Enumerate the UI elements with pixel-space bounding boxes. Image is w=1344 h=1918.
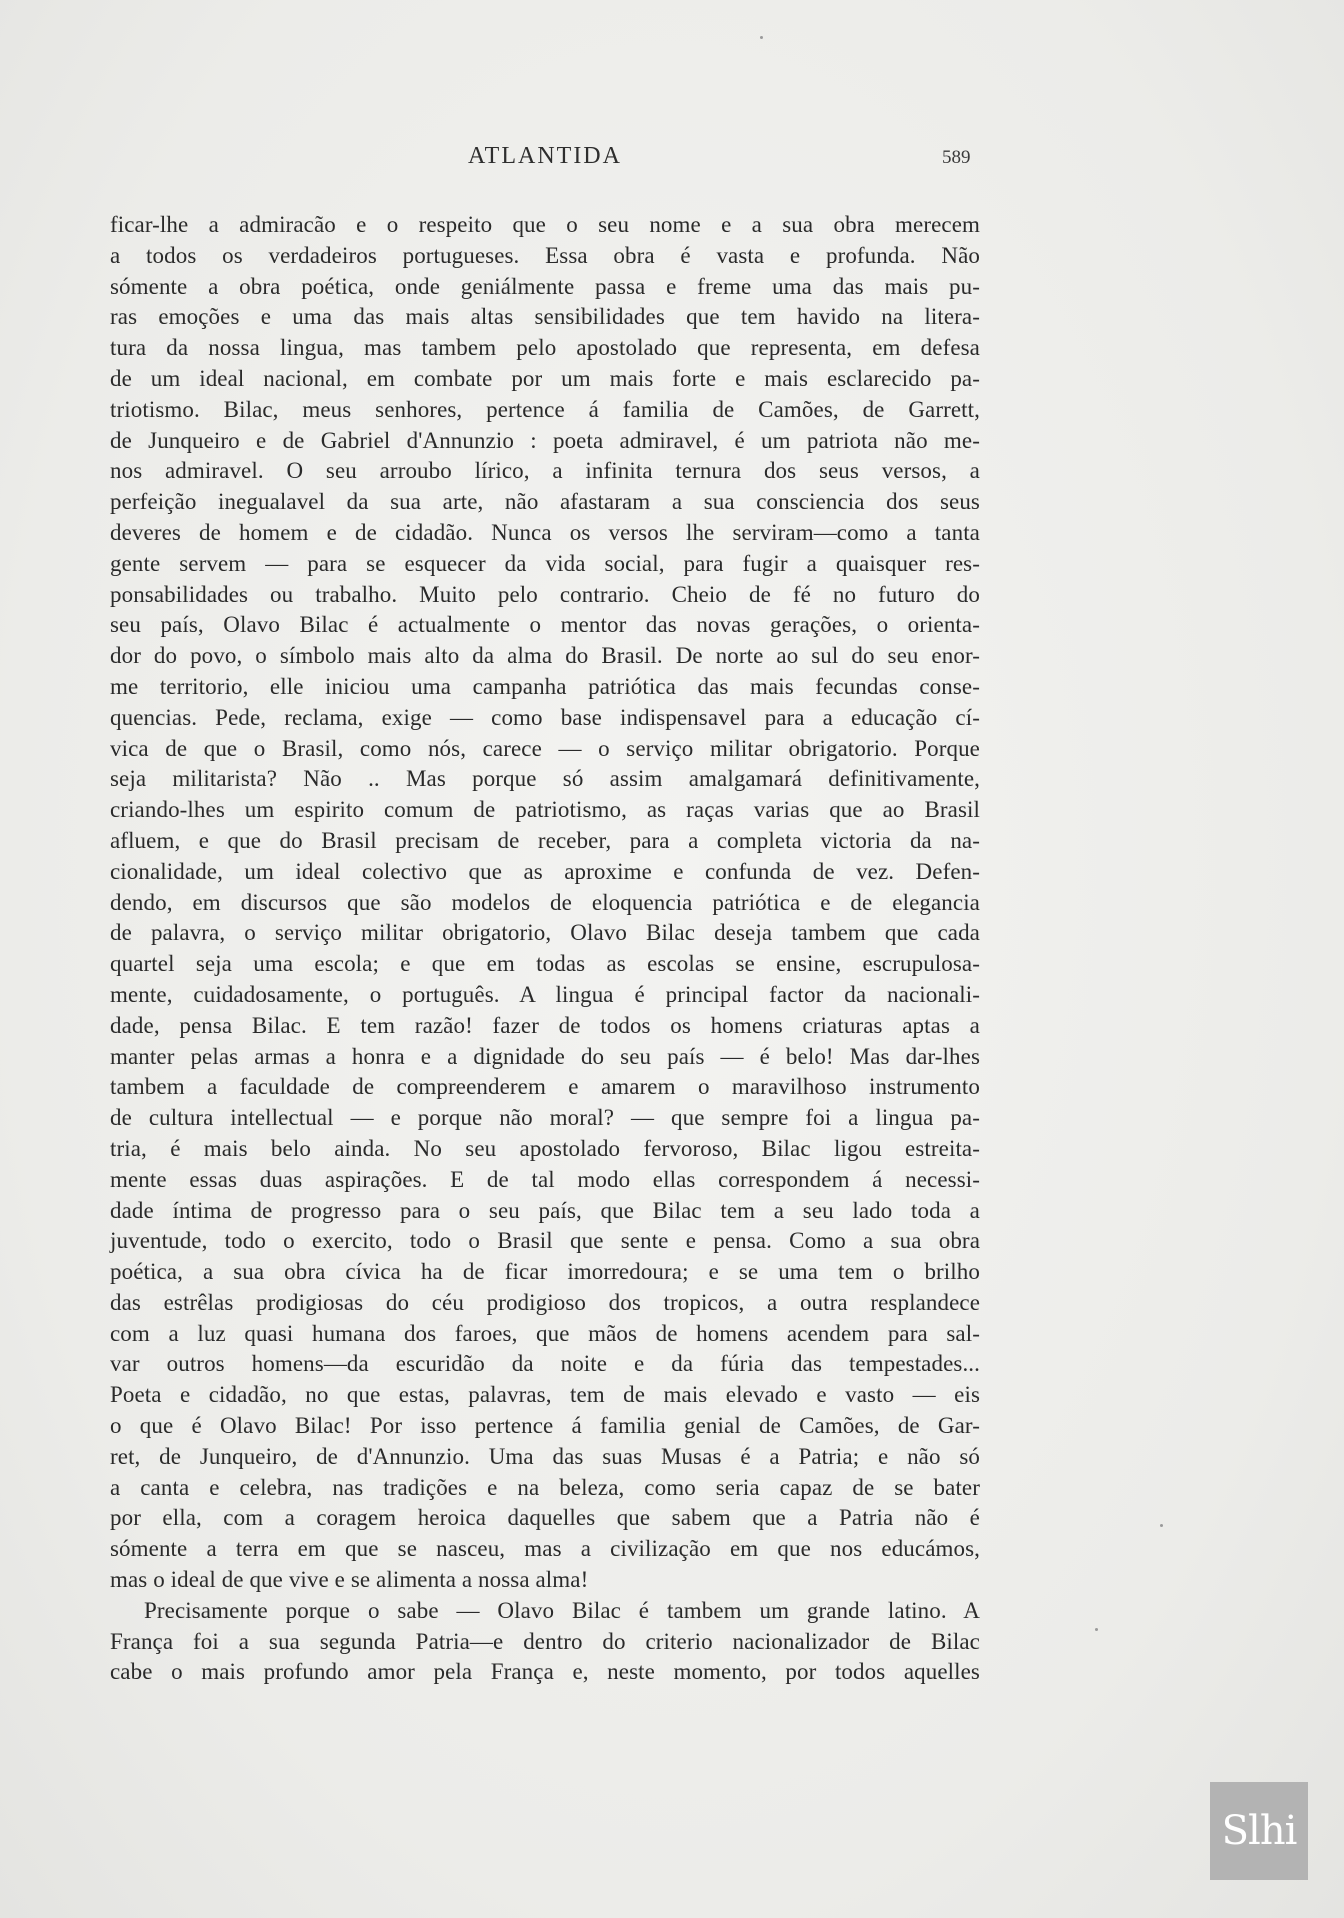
text-line: cionalidade, um ideal colectivo que as aproxime e confunda de vez. Defen- bbox=[110, 858, 980, 884]
text-line: a canta e celebra, nas tradições e na beleza, como seria capaz de se bater bbox=[110, 1474, 980, 1500]
text-line: de Junqueiro e de Gabriel d'Annunzio : poeta admiravel, é um patriota não me- bbox=[110, 427, 980, 453]
archive-watermark-logo: Slhi bbox=[1210, 1782, 1308, 1880]
text-line: manter pelas armas a honra e a dignidade do seu país — é belo! Mas dar-lhes bbox=[110, 1043, 980, 1069]
running-head: ATLANTIDA bbox=[468, 143, 622, 169]
text-line: Poeta e cidadão, no que estas, palavras, tem de mais elevado e vasto — eis bbox=[110, 1382, 980, 1408]
paper-speck bbox=[760, 36, 763, 39]
text-line: gente servem — para se esquecer da vida social, para fugir a quaisquer res- bbox=[110, 550, 980, 576]
text-line: quartel seja uma escola; e que em todas as escolas se ensine, escrupulosa- bbox=[110, 951, 980, 977]
text-line: mente essas duas aspirações. E de tal modo ellas correspondem á necessi- bbox=[110, 1166, 980, 1192]
text-line: mas o ideal de que vive e se alimenta a nossa alma! bbox=[110, 1567, 589, 1593]
text-line: criando-lhes um espirito comum de patriotismo, as raças varias que ao Brasil bbox=[110, 797, 980, 823]
text-line: ponsabilidades ou trabalho. Muito pelo contrario. Cheio de fé no futuro do bbox=[110, 581, 980, 607]
text-line: dendo, em discursos que são modelos de eloquencia patriótica e de elegancia bbox=[110, 889, 980, 915]
text-line: poética, a sua obra cívica ha de ficar imorredoura; e se uma tem o brilho bbox=[110, 1259, 980, 1285]
paragraph-2 bbox=[110, 1596, 980, 1688]
text-line: por ella, com a coragem heroica daquelles que sabem que a Patria não é bbox=[110, 1505, 980, 1531]
text-line: sómente a terra em que se nasceu, mas a civilização em que nos educámos, bbox=[110, 1536, 980, 1562]
text-line: de cultura intellectual — e porque não moral? — que sempre foi a lingua pa- bbox=[110, 1105, 980, 1131]
text-line: Precisamente porque o sabe — Olavo Bilac é tambem um grande latino. A bbox=[144, 1597, 980, 1623]
text-line: triotismo. Bilac, meus senhores, pertence á familia de Camões, de Garrett, bbox=[110, 396, 980, 422]
text-line: mente, cuidadosamente, o português. A lingua é principal factor da nacionali- bbox=[110, 981, 980, 1007]
text-line: sómente a obra poética, onde geniálmente passa e freme uma das mais pu- bbox=[110, 273, 980, 299]
paper-speck bbox=[1095, 1628, 1098, 1631]
page-number: 589 bbox=[942, 147, 971, 168]
text-line: tria, é mais belo ainda. No seu apostolado fervoroso, Bilac ligou estreita- bbox=[110, 1135, 980, 1161]
page-header bbox=[0, 143, 1344, 177]
text-line: cabe o mais profundo amor pela França e, neste momento, por todos aquelles bbox=[110, 1659, 980, 1685]
text-line: ret, de Junqueiro, de d'Annunzio. Uma das suas Musas é a Patria; e não só bbox=[110, 1443, 980, 1469]
text-line: afluem, e que do Brasil precisam de receber, para a completa victoria da na- bbox=[110, 827, 980, 853]
text-line: vica de que o Brasil, como nós, carece — o serviço militar obrigatorio. Porque bbox=[110, 735, 980, 761]
text-line: dor do povo, o símbolo mais alto da alma do Brasil. De norte ao sul do seu enor- bbox=[110, 643, 980, 669]
text-line: nos admiravel. O seu arroubo lírico, a infinita ternura dos seus versos, a bbox=[110, 458, 980, 484]
text-line: de um ideal nacional, em combate por um mais forte e mais esclarecido pa- bbox=[110, 365, 980, 391]
text-line: me territorio, elle iniciou uma campanha patriótica das mais fecundas conse- bbox=[110, 673, 980, 699]
text-line: seja militarista? Não .. Mas porque só assim amalgamará definitivamente, bbox=[110, 766, 980, 792]
text-line: França foi a sua segunda Patria—e dentro do criterio nacionalizador de Bilac bbox=[110, 1628, 980, 1654]
text-line: dade íntima de progresso para o seu país, que Bilac tem a seu lado toda a bbox=[110, 1197, 980, 1223]
text-line: tambem a faculdade de compreenderem e amarem o maravilhoso instrumento bbox=[110, 1074, 980, 1100]
text-line: tura da nossa lingua, mas tambem pelo apostolado que representa, em defesa bbox=[110, 335, 980, 361]
text-line: a todos os verdadeiros portugueses. Essa obra é vasta e profunda. Não bbox=[110, 242, 980, 268]
text-line: perfeição inegualavel da sua arte, não afastaram a sua consciencia dos seus bbox=[110, 489, 980, 515]
paper-speck bbox=[1160, 1524, 1163, 1527]
text-line: juventude, todo o exercito, todo o Brasil que sente e pensa. Como a sua obra bbox=[110, 1228, 980, 1254]
text-line: deveres de homem e de cidadão. Nunca os versos lhe serviram—como a tanta bbox=[110, 519, 980, 545]
text-line: das estrêlas prodigiosas do céu prodigioso dos tropicos, a outra resplandece bbox=[110, 1289, 980, 1315]
text-line: quencias. Pede, reclama, exige — como base indispensavel para a educação cí- bbox=[110, 704, 980, 730]
text-line: dade, pensa Bilac. E tem razão! fazer de todos os homens criaturas aptas a bbox=[110, 1012, 980, 1038]
text-line: o que é Olavo Bilac! Por isso pertence á familia genial de Camões, de Gar- bbox=[110, 1413, 980, 1439]
text-line: var outros homens—da escuridão da noite e da fúria das tempestades... bbox=[110, 1351, 980, 1377]
body-text bbox=[110, 210, 980, 1688]
text-line: ficar-lhe a admiracão e o respeito que o seu nome e a sua obra merecem bbox=[110, 212, 980, 237]
text-line: ras emoções e uma das mais altas sensibilidades que tem havido na litera- bbox=[110, 304, 980, 330]
text-line: de palavra, o serviço militar obrigatorio, Olavo Bilac deseja tambem que cada bbox=[110, 920, 980, 946]
paragraph-1 bbox=[110, 210, 980, 1596]
text-line: seu país, Olavo Bilac é actualmente o mentor das novas gerações, o orienta- bbox=[110, 612, 980, 638]
text-line: com a luz quasi humana dos faroes, que mãos de homens acendem para sal- bbox=[110, 1320, 980, 1346]
